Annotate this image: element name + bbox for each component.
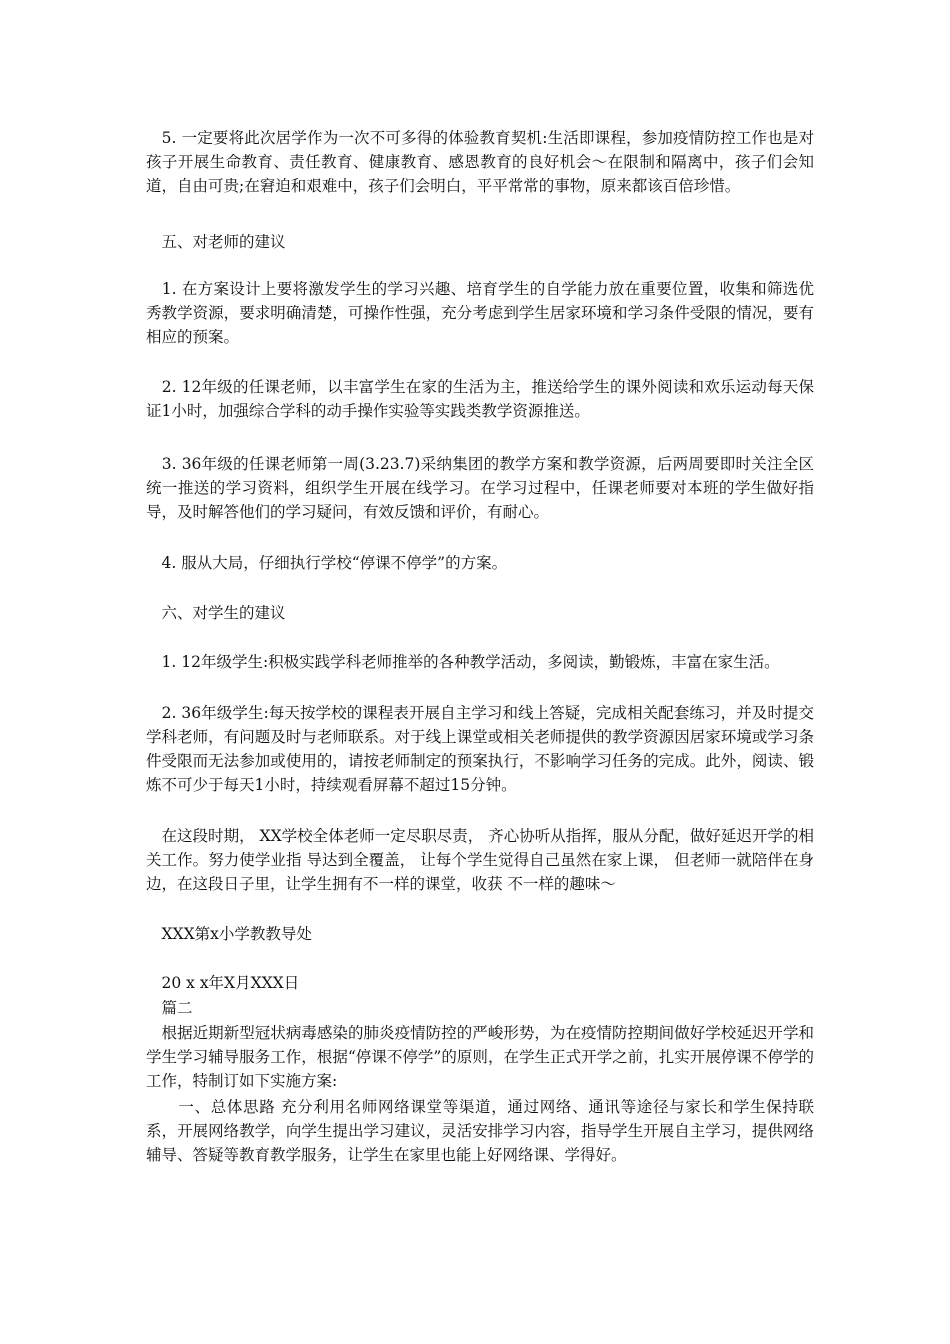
signature-date: 20 x x年X月XXX日 xyxy=(146,974,300,992)
paragraph-closing: 在这段时期， XX学校全体老师一定尽职尽责， 齐心协听从指挥，服从分配，做好延迟开学的相关工作。努力使学业指 导达到全覆盖， 让每个学生觉得自己虽然在家上课， 但老师一就陪伴在身边，在这段日子里，让学生拥有不一样的课堂，收获 不一样的趣味～ xyxy=(146,827,814,893)
paragraph-student-2: 2. 36年级学生:每天按学校的课程表开展自主学习和线上答疑，完成相关配套练习，并及时提交学科老师，有问题及时与老师联系。对于线上课堂或相关老师提供的教学资源因居家环境或学习条件受限而无法参加或使用的，请按老师制定的预案执行，不影响学习任务的完成。此外，阅读、锻炼不可少于每天1小时，持续观看屏幕不超过15分钟。 xyxy=(146,704,814,794)
paragraph-student-1: 1. 12年级学生:积极实践学科老师推举的各种教学活动，多阅读，勤锻炼，丰富在家生活。 xyxy=(146,653,780,671)
paragraph-teacher-2: 2. 12年级的任课老师，以丰富学生在家的生活为主，推送给学生的课外阅读和欢乐运动每天保证1小时，加强综合学科的动手操作实验等实践类教学资源推送。 xyxy=(146,378,814,420)
heading-teacher-suggestions: 五、对老师的建议 xyxy=(146,233,286,251)
paragraph-general-approach: 一、总体思路 充分利用名师网络课堂等渠道，通过网络、通讯等途径与家长和学生保持联系，开展网络教学，向学生提出学习建议，灵活安排学习内容，指导学生开展自主学习，提供网络辅导、答疑等教育教学服务，让学生在家里也能上好网络课、学得好。 xyxy=(146,1098,814,1164)
signature-office: XXX第x小学教教导处 xyxy=(146,925,312,943)
paragraph-part-two-intro: 根据近期新型冠状病毒感染的肺炎疫情防控的严峻形势，为在疫情防控期间做好学校延迟开学和学生学习辅导服务工作，根据“停课不停学”的原则，在学生正式开学之前，扎实开展停课不停学的工作，特制订如下实施方案: xyxy=(146,1024,814,1090)
paragraph-item5-life-education: 5. 一定要将此次居学作为一次不可多得的体验教育契机:生活即课程，参加疫情防控工作也是对孩子开展生命教育、责任教育、健康教育、感恩教育的良好机会～在限制和隔离中，孩子们会知道，自由可贵;在窘迫和艰难中，孩子们会明白，平平常常的事物，原来都该百倍珍惜。 xyxy=(146,129,814,195)
section-heading-part-two: 篇二 xyxy=(146,999,193,1017)
paragraph-teacher-4: 4. 服从大局，仔细执行学校“停课不停学”的方案。 xyxy=(146,554,508,572)
heading-student-suggestions: 六、对学生的建议 xyxy=(146,604,286,622)
paragraph-teacher-3: 3. 36年级的任课老师第一周(3.23.7)采纳集团的教学方案和教学资源，后两周要即时关注全区统一推送的学习资料，组织学生开展在线学习。在学习过程中，任课老师要对本班的学生做好指导，及时解答他们的学习疑问，有效反馈和评价，有耐心。 xyxy=(146,455,814,521)
paragraph-teacher-1: 1. 在方案设计上要将激发学生的学习兴趣、培育学生的自学能力放在重要位置，收集和筛选优秀教学资源，要求明确清楚，可操作性强，充分考虑到学生居家环境和学习条件受限的情况，要有相应的预案。 xyxy=(146,280,814,346)
